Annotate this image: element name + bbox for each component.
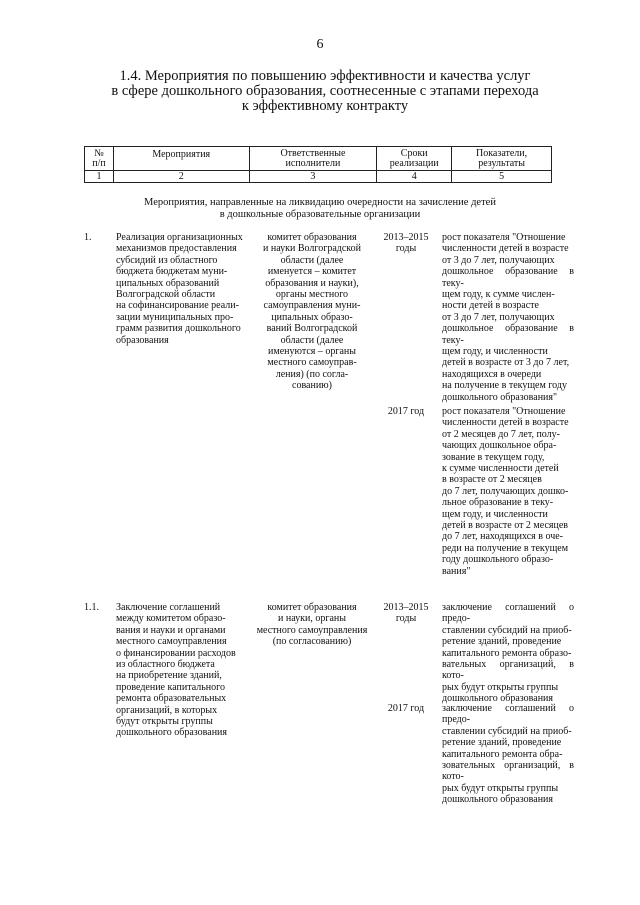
term-text: 2013–2015 годы [383, 232, 429, 255]
document-title [60, 69, 590, 114]
measure-text: Заключение соглашений между комитетом образо- вания и науки и органами местного самоуправления о финансировании расходов из областного бюджета на приобретение зданий, проведение капитального ремонта образовательных организаций, в которых будут открыты группы дошкольного образования [116, 602, 236, 739]
column-number: 5 [452, 171, 552, 183]
term-text: 2017 год [387, 406, 425, 417]
responsible-text: комитет образования и науки Волгоградской области (далее именуется – комитет образования и науки), органы местного самоуправления муни- ципальных образо- ваний Волгоградской области (далее именуются – органы местного самоуправ- ления) (по согла- сованию) [263, 232, 361, 392]
column-number: 3 [249, 171, 377, 183]
header-number: № п/п [85, 147, 114, 171]
column-number: 4 [377, 171, 452, 183]
header-results: Показатели, результаты [452, 147, 552, 171]
title-line: в сфере дошкольного образования, соотнесенные с этапами перехода [111, 83, 539, 99]
section-heading: Мероприятия, направленные на ликвидацию очередности на зачисление детей в дошкольные образовательные организации [144, 197, 496, 220]
measure-text: Реализация организационных механизмов предоставления субсидий из областного бюджета бюджетам муни- ципальных образований Волгоградской области на софинансирование реали- зации муниципальных про- грамм развития дошкольного образования [116, 232, 243, 346]
header-responsible: Ответственные исполнители [249, 147, 377, 171]
row-number: 1.1. [84, 602, 99, 613]
term-text: 2013–2015 годы [383, 602, 429, 625]
header-measures: Мероприятия [113, 147, 249, 171]
result-text: заключение соглашений о предо- ставлении субсидий на приоб- ретение зданий, проведение капитального ремонта обра- зовательных организаций, в кото- рых будут открыты группы дошкольного образования [442, 703, 574, 806]
table-header [84, 146, 552, 183]
title-line: к эффективному контракту [241, 98, 409, 114]
column-number: 2 [113, 171, 249, 183]
term-text: 2017 год [387, 703, 425, 714]
header-terms: Сроки реализации [377, 147, 452, 171]
result-text: заключение соглашений о предо- ставлении субсидий на приоб- ретение зданий, проведение капитального ремонта образо- вательных организаций, в кото- рых будут открыты группы дошкольного образования [442, 602, 574, 705]
result-text: рост показателя "Отношение численности детей в возрасте от 2 месяцев до 7 лет, полу- чающих дошкольное обра- зование в текущем году, к сумме численности детей в возрасте от 2 месяцев до 7 лет, получающих дошко- льное образование в теку- щем году, и численности детей в возрасте от 2 месяцев до 7 лет, находящихся в оче- реди на получение в текущем году дошкольного образо- вания" [442, 406, 569, 577]
page-number: 6 [316, 37, 324, 52]
responsible-text: комитет образования и науки, органы местного самоуправления (по согласованию) [256, 602, 368, 648]
result-text: рост показателя "Отношение численности детей в возрасте от 3 до 7 лет, получающих дошкольное образование в теку- щем году, к сумме числен- ности детей в возрасте от 3 до 7 лет, получающих дошкольное образование в теку- щем году, и численности детей в возрасте от 3 до 7 лет, находящихся в очереди на получение в текущем году дошкольного образования" [442, 232, 574, 403]
row-number: 1. [84, 232, 92, 243]
column-number: 1 [85, 171, 114, 183]
title-line: 1.4. Мероприятия по повышению эффективности и качества услуг [119, 68, 531, 84]
